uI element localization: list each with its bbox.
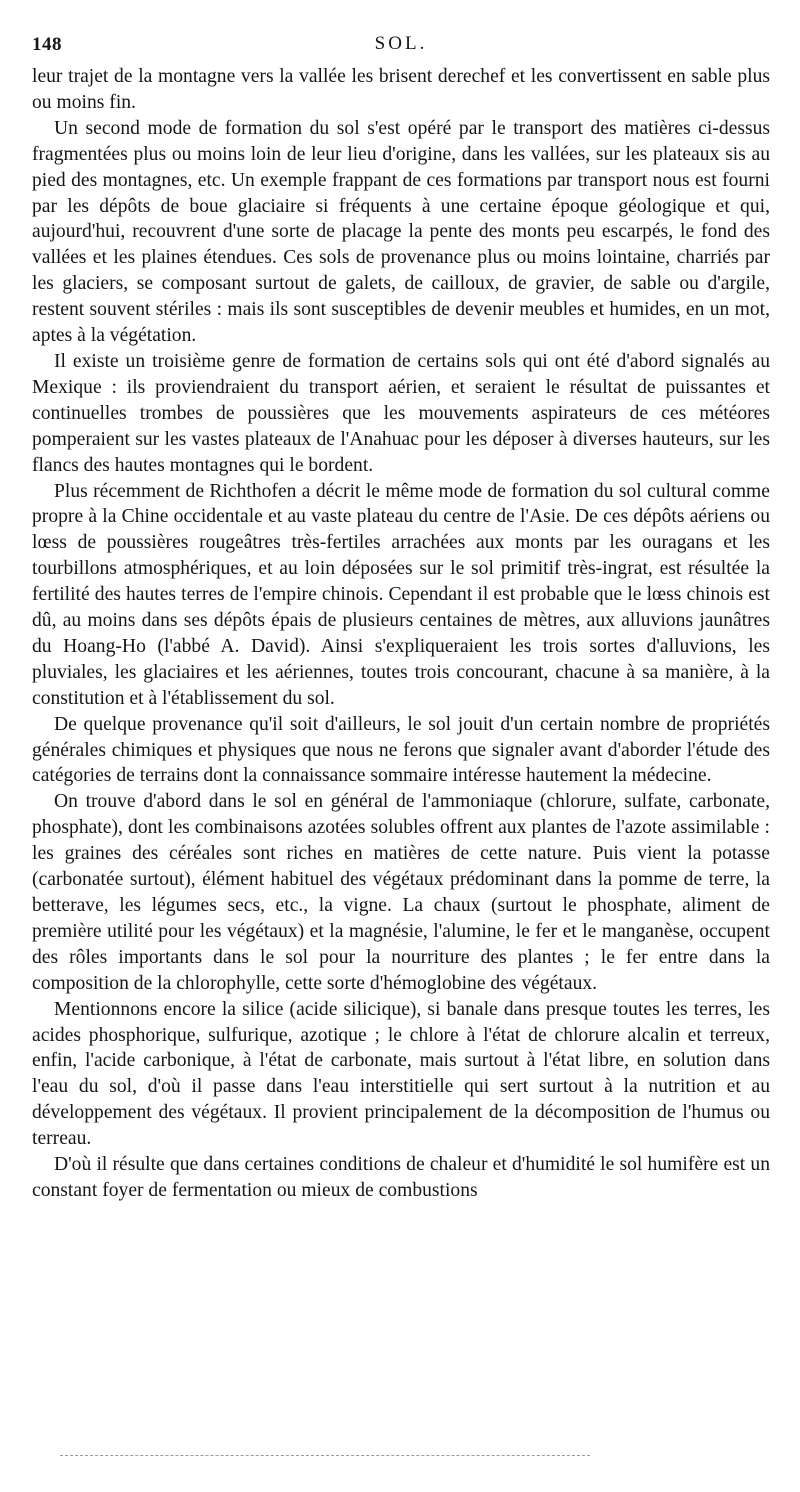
paragraph-continuation: leur trajet de la montagne vers la vallée les brisent derechef et les convertissent en sable plus ou moins fin. xyxy=(32,66,770,113)
paragraph-transport-formation: Un second mode de formation du sol s'est opéré par le transport des matières ci-dessus fragmentées plus ou moins loin de leur lieu d'origine, dans les vallées, sur les plateaux sis au pied des montagnes, etc. Un exemple frappant de ces formations par transport nous est fourni par les dépôts de boue glaciaire si fréquents à une certaine époque géologique et qui, aujourd'hui, recouvrent d'une sorte de placage la pente des monts peu escarpés, le fond des vallées et les plaines étendues. Ces sols de provenance plus ou moins lointaine, charriés par les glaciers, se composant surtout de galets, de cailloux, de gravier, de sable ou d'argile, restent souvent stériles : mais ils sont susceptibles de devenir meubles et humides, en un mot, aptes à la végétation. xyxy=(32,117,770,347)
paragraph-aerial-transport: Il existe un troisième genre de formation de certains sols qui ont été d'abord signalés au Mexique : ils proviendraient du transport aérien, et seraient le résultat de puissantes et continuelles trombes de poussières que les mouvements aspirateurs de ces météores pomperaient sur les vastes plateaux de l'Anahuac pour les déposer à diverses hauteurs, sur les flancs des hautes montagnes qui le bordent. xyxy=(32,350,770,476)
page-number: 148 xyxy=(32,34,62,55)
book-page xyxy=(32,30,770,1204)
footer-rule xyxy=(60,1455,590,1456)
running-title: SOL. xyxy=(374,33,428,54)
paragraph-humus-fermentation: D'où il résulte que dans certaines conditions de chaleur et d'humidité le sol humifère est un constant foyer de fermentation ou mieux de combustions xyxy=(32,1154,770,1201)
paragraph-soil-chemistry: On trouve d'abord dans le sol en général de l'ammoniaque (chlorure, sulfate, carbonate, phosphate), dont les combinaisons azotées solubles offrent aux plantes de l'azote assimilable : les graines des céréales sont riches en matières de cette nature. Puis vient la potasse (carbonatée surtout), élément habituel des végétaux prédominant dans la pomme de terre, la betterave, les légumes secs, etc., la vigne. La chaux (surtout le phosphate, aliment de première utilité pour les végétaux) et la magnésie, l'alumine, le fer et le manganèse, occupent des rôles importants dans le sol pour la nourriture des plantes ; le fer entre dans la composition de la chlorophylle, cette sorte d'hémoglobine des végétaux. xyxy=(32,791,770,994)
paragraph-silica-acids: Mentionnons encore la silice (acide silicique), si banale dans presque toutes les terres, les acides phosphorique, sulfurique, azotique ; le chlore à l'état de chlorure alcalin et terreux, enfin, l'acide carbonique, à l'état de carbonate, mais surtout à l'état libre, en solution dans l'eau du sol, d'où il passe dans l'eau interstitielle qui sert surtout à la nutrition et au développement des végétaux. Il provient principalement de la décomposition de l'humus ou terreau. xyxy=(32,998,770,1150)
body-text xyxy=(32,64,770,1204)
paragraph-general-properties: De quelque provenance qu'il soit d'ailleurs, le sol jouit d'un certain nombre de propriétés générales chimiques et physiques que nous ne ferons que signaler avant d'aborder l'étude des catégories de terrains dont la connaissance sommaire intéresse hautement la médecine. xyxy=(32,713,770,787)
paragraph-richthofen-loess: Plus récemment de Richthofen a décrit le même mode de formation du sol cultural comme propre à la Chine occidentale et au vaste plateau du centre de l'Asie. De ces dépôts aériens ou lœss de poussières rougeâtres très-fertiles arrachées aux monts par les ouragans et les tourbillons atmosphériques, et au loin déposées sur le sol primitif très-ingrat, est résultée la fertilité des hautes terres de l'empire chinois. Cependant il est probable que le lœss chinois est dû, au moins dans ses dépôts épais de plusieurs centaines de mètres, aux alluvions jaunâtres du Hoang-Ho (l'abbé A. David). Ainsi s'expliqueraient les trois sortes d'alluvions, les pluviales, les glaciaires et les aériennes, toutes trois concourant, chacune à sa manière, à la constitution et à l'établissement du sol. xyxy=(32,480,770,709)
page-header xyxy=(32,30,770,64)
